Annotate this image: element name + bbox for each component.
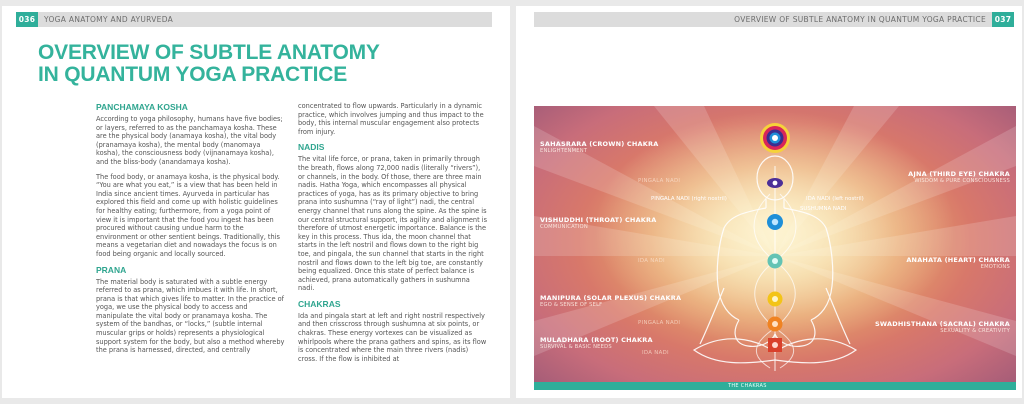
- ajna-quality: WISDOM & PURE CONSCIOUSNESS: [914, 178, 1010, 184]
- running-head-right: [534, 12, 1014, 27]
- manipura-quality: EGO & SENSE OF SELF: [540, 302, 603, 308]
- ajna-name: AJNA (THIRD EYE) CHAKRA: [908, 170, 1010, 178]
- heading-panchamaya-kosha: PANCHAMAYA KOSHA: [96, 102, 188, 112]
- anahata-quality: EMOTIONS: [980, 264, 1010, 270]
- manipura-name: MANIPURA (SOLAR PLEXUS) CHAKRA: [540, 294, 682, 302]
- heading-nadis: NADIS: [298, 142, 325, 153]
- sacral-chakra-icon: [768, 317, 783, 332]
- label-sahasrara: [540, 140, 658, 155]
- faint-label-pingala-top: PINGALA NADI: [638, 178, 681, 184]
- paragraph-prana: The material body is saturated with a subtle energy referred to as prana, which imbues it with life. In short, prana is that which gives life to matter. In the practice of yoga, we use the physical body to access and manipulate the vital body or pranamaya kosha. The system of the bandhas, or “locks,” (subtle internal muscular grips or holds) represents a physiological support system for the body, but also a method whereby the prana is harnessed, directed, and centrally: [96, 277, 285, 355]
- text-column-2: [298, 102, 488, 369]
- heading-prana: PRANA: [96, 264, 127, 275]
- sahasrara-name: SAHASRARA (CROWN) CHAKRA: [540, 140, 659, 148]
- sahasrara-quality: ENLIGHTENMENT: [540, 148, 588, 154]
- page-title-line-1: OVERVIEW OF SUBTLE ANATOMY: [38, 41, 380, 64]
- page-title-line-2: IN QUANTUM YOGA PRACTICE: [38, 63, 348, 86]
- paragraph-continued: concentrated to flow upwards. Particularly in a dynamic practice, which involves jumping and thus impact to the body, this internal muscular engagement also protects from injury.: [298, 102, 484, 136]
- solar-plexus-chakra-icon: [768, 292, 783, 307]
- running-head-left-text: YOGA ANATOMY AND AYURVEDA: [44, 15, 174, 24]
- paragraph-chakras: Ida and pingala start at left and right nostril respectively and then crisscross through sushumna at six points, or chakras. These energy vortexes can be visualized as whirlpools where the prana gathers and spins, as its flow is concentrated where the main three rivers (nadis) cross. If the flow is inhibited at: [298, 311, 487, 363]
- heading-chakras: CHAKRAS: [298, 298, 341, 309]
- label-ida-nadi: IDA NADI (left nostril): [806, 196, 864, 202]
- figure-caption-bar: [534, 382, 1016, 390]
- vishuddhi-name: VISHUDDHI (THROAT) CHAKRA: [540, 216, 657, 224]
- paragraph-panchamaya-kosha: According to yoga philosophy, humans have five bodies; or layers, referred to as the panchamaya kosha. These are the physical body (anamaya kosha), the vital body (pranamaya kosha), the mental body (manomaya kosha), the consciousness body (vijnanamaya kosha), and the bliss-body (anandamaya kosha).: [96, 115, 283, 166]
- label-manipura: [540, 294, 681, 309]
- muladhara-name: MULADHARA (ROOT) CHAKRA: [540, 336, 653, 344]
- running-head-right-text: OVERVIEW OF SUBTLE ANATOMY IN QUANTUM YOGA PRACTICE: [734, 15, 986, 24]
- label-muladhara: [540, 336, 653, 351]
- paragraph-food-body: The food body, or anamaya kosha, is the physical body. “You are what you eat,” is a view that has been held in India since ancient times. Ayurveda in particular has explored this field and come up with holistic guidelines for healthy eating; furthermore, from a yoga point of view it is important that the food you ingest has been procured without causing undue harm to the environment or other sentient beings. Traditionally, this means a vegetarian diet and nowadays the focus is on food being organic and locally sourced.: [96, 172, 280, 258]
- chakra-illustration: [534, 106, 1016, 388]
- crown-chakra-icon: [760, 123, 790, 153]
- heart-chakra-icon: [768, 254, 783, 269]
- swadhisthana-name: SWADHISTHANA (SACRAL) CHAKRA: [875, 320, 1010, 328]
- root-chakra-icon: [768, 338, 782, 352]
- page-title: [38, 42, 458, 86]
- anahata-name: ANAHATA (HEART) CHAKRA: [906, 256, 1010, 264]
- third-eye-chakra-icon: [767, 178, 783, 188]
- label-pingala-nadi: PINGALA NADI (right nostril): [651, 196, 727, 202]
- label-anahata: [906, 256, 1010, 271]
- figure-caption: THE CHAKRAS: [728, 383, 767, 389]
- vishuddhi-quality: COMMUNICATION: [540, 224, 588, 230]
- label-vishuddhi: [540, 216, 656, 231]
- swadhisthana-quality: SEXUALITY & CREATIVITY: [940, 328, 1010, 334]
- muladhara-quality: SURVIVAL & BASIC NEEDS: [540, 344, 612, 350]
- left-page: [2, 6, 510, 398]
- faint-label-ida-low: IDA NADI: [642, 350, 669, 356]
- page-number-right: 037: [992, 12, 1014, 27]
- label-ajna: [908, 170, 1010, 185]
- page-number-left: 036: [16, 12, 38, 27]
- running-head-left: [16, 12, 492, 27]
- faint-label-ida-mid: IDA NADI: [638, 258, 665, 264]
- faint-label-pingala-low: PINGALA NADI: [638, 320, 681, 326]
- label-swadhisthana: [875, 320, 1010, 335]
- text-column-1: [96, 102, 286, 361]
- right-page: [516, 6, 1022, 398]
- paragraph-nadis: The vital life force, or prana, taken in primarily through the breath, flows along 72,000 nadis (literally “rivers”), or channels, in the body. Of those, there are three main nadis. Hatha Yoga, which encompasses all physical practices of yoga, has as its primary objective to bring prana into sushumna (“ray of light”) nadi, the central energy channel that runs along the spine. As the spine is our central structural support, its agility and alignment is therefore of utmost energetic importance. Balance is the key in this process. Thus ida, the moon channel that starts in the left nostril and flows down to the right big toe, and pingala, the sun channel that starts in the right nostril and flows down to the left big toe, are constantly being equalized. Once this state of perfect balance is achieved, prana automatically gathers in sushumna nadi.: [298, 155, 488, 293]
- label-sushumna-nadi: SUSHUMNA NADI: [800, 206, 847, 212]
- throat-chakra-icon: [767, 214, 783, 230]
